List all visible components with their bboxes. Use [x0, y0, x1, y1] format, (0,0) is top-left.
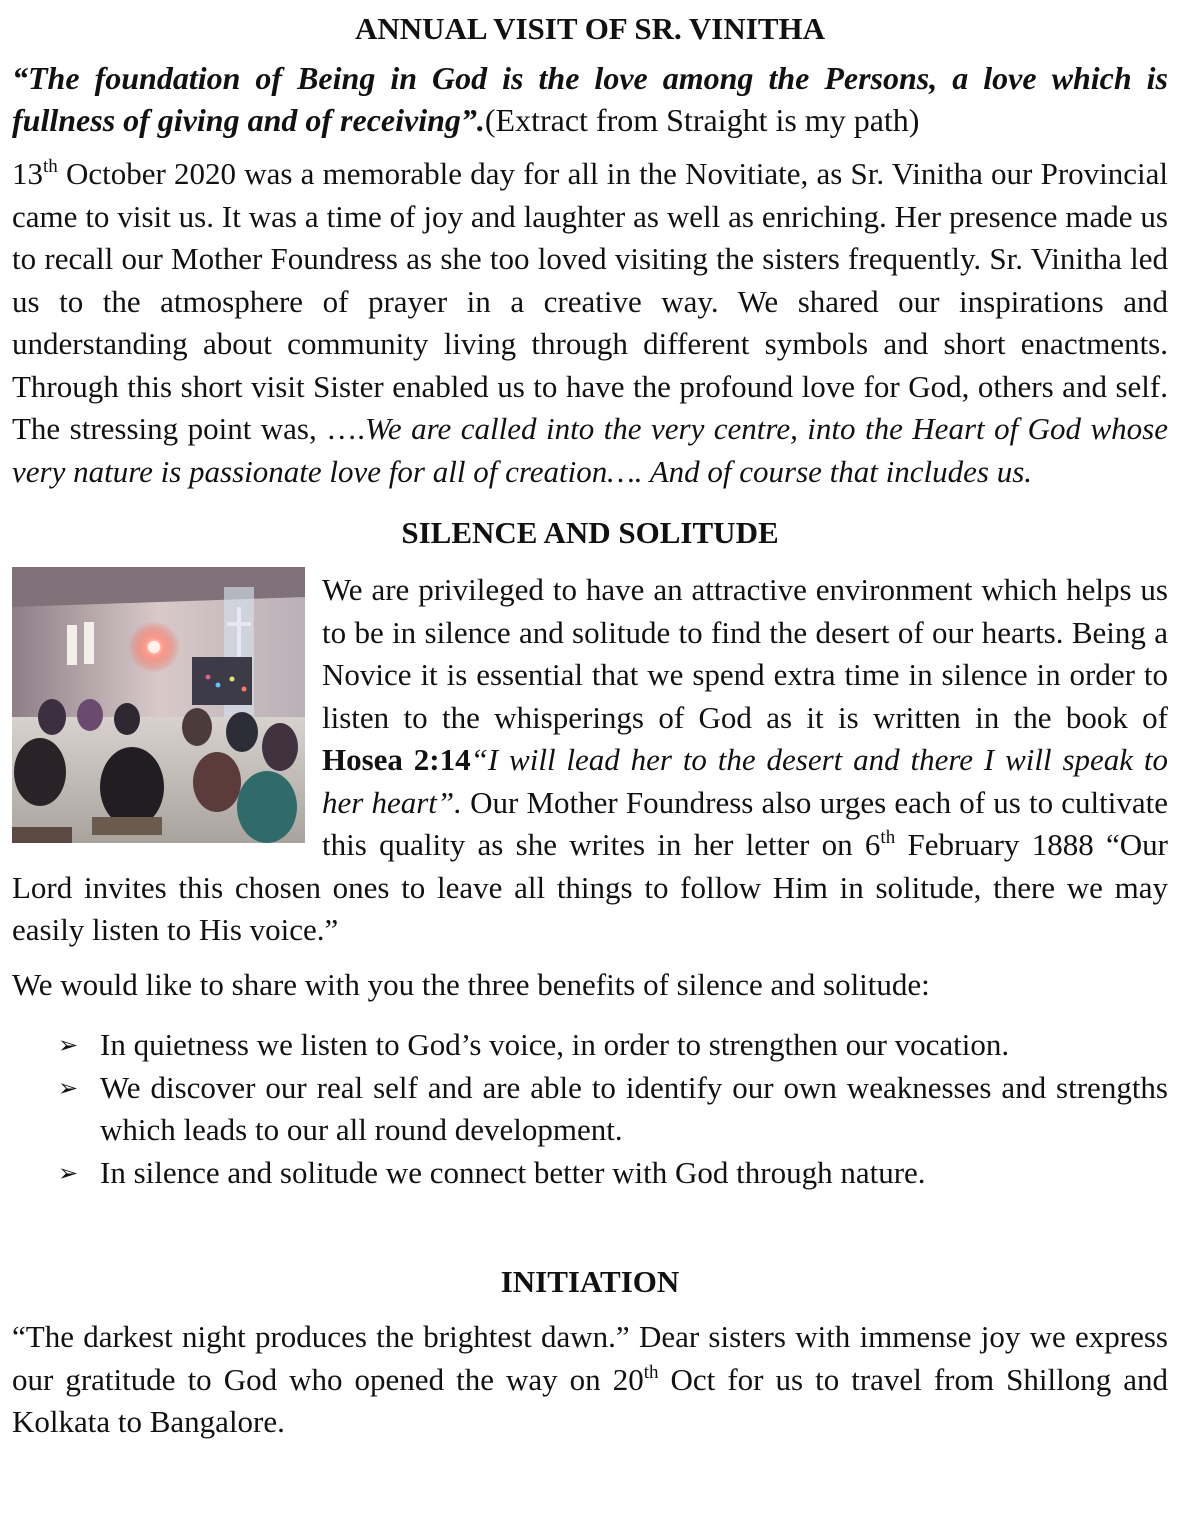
scripture-reference: Hosea 2:14: [322, 742, 471, 777]
initiation-paragraph-text-a: “The darkest night produces the brightest dawn.” Dear sisters with immense joy we express our gratitude to God who opened the way on 20: [12, 1319, 1168, 1397]
benefit-text: We discover our real self and are able to identify our own weaknesses and strengths which leads to our all round development.: [100, 1069, 1168, 1147]
solitude-paragraph-text-b: Our Mother Foundress also urges each of us to cultivate this quality as she writes in her letter on 6: [322, 784, 1169, 862]
initiation-paragraph-text-b: Oct for us to travel from Shillong and Kolkata to Bangalore.: [12, 1361, 1168, 1439]
benefit-item: [58, 1152, 1168, 1195]
benefits-list: [12, 1024, 1168, 1194]
letter-date-suffix: th: [880, 827, 896, 848]
initiation-heading: INITIATION: [500, 1264, 680, 1299]
visit-heading: ANNUAL VISIT OF SR. VINITHA: [354, 11, 825, 46]
solitude-heading: SILENCE AND SOLITUDE: [401, 515, 779, 550]
visit-date-suffix: th: [43, 156, 58, 177]
visit-paragraph: [12, 153, 1168, 493]
visit-quote-paragraph: [12, 57, 1168, 141]
benefit-item: [58, 1024, 1168, 1067]
benefits-intro: We would like to share with you the three benefits of silence and solitude:: [12, 966, 930, 1002]
scripture-quote: “I will lead her to the desert and there I will speak to her heart”.: [322, 742, 1168, 820]
visit-paragraph-italic: We are called into the very centre, into the Heart of God whose very nature is passionate love for all of creation…. And of course that includes us.: [12, 411, 1168, 489]
visit-date-day: 13: [12, 156, 43, 191]
arrow-bullet-icon: ➢: [58, 1031, 79, 1059]
visit-paragraph-text: October 2020 was a memorable day for all in the Novitiate, as Sr. Vinitha our Provincial came to visit us. It was a time of joy and laughter as well as enriching. Her presence made us to recall our Mother Foundress as she too loved visiting the sisters frequently. Sr. Vinitha led us to the atmosphere of prayer in a creative way. We shared our inspirations and understanding about community living through different symbols and short enactments. Through this short visit Sister enabled us to have the profound love for God, others and self. The stressing point was, ….: [12, 156, 1168, 446]
solitude-paragraph-text-c: February 1888 “Our Lord invites this chosen ones to leave all things to follow Him in solitude, there we may easily listen to His voice.”: [12, 827, 1168, 947]
benefit-text: In quietness we listen to God’s voice, in order to strengthen our vocation.: [100, 1027, 1010, 1062]
visit-quote: “The foundation of Being in God is the love among the Persons, a love which is fullness of giving and of receiving”.: [12, 60, 1168, 138]
benefit-item: [58, 1067, 1168, 1152]
solitude-paragraph-text-a: We are privileged to have an attractive environment which helps us to be in silence and solitude to find the desert of our hearts. Being a Novice it is essential that we spend extra time in silence in order to listen to the whisperings of God as it is written in the book of: [322, 572, 1168, 735]
initiation-date-suffix: th: [643, 1361, 659, 1383]
arrow-bullet-icon: ➢: [58, 1158, 79, 1187]
prayer-room-photo: [12, 567, 305, 843]
arrow-bullet-icon: ➢: [58, 1073, 79, 1102]
visit-quote-source: (Extract from Straight is my path): [484, 102, 920, 138]
benefit-text: In silence and solitude we connect better with God through nature.: [100, 1154, 926, 1190]
initiation-paragraph: [12, 1316, 1168, 1444]
